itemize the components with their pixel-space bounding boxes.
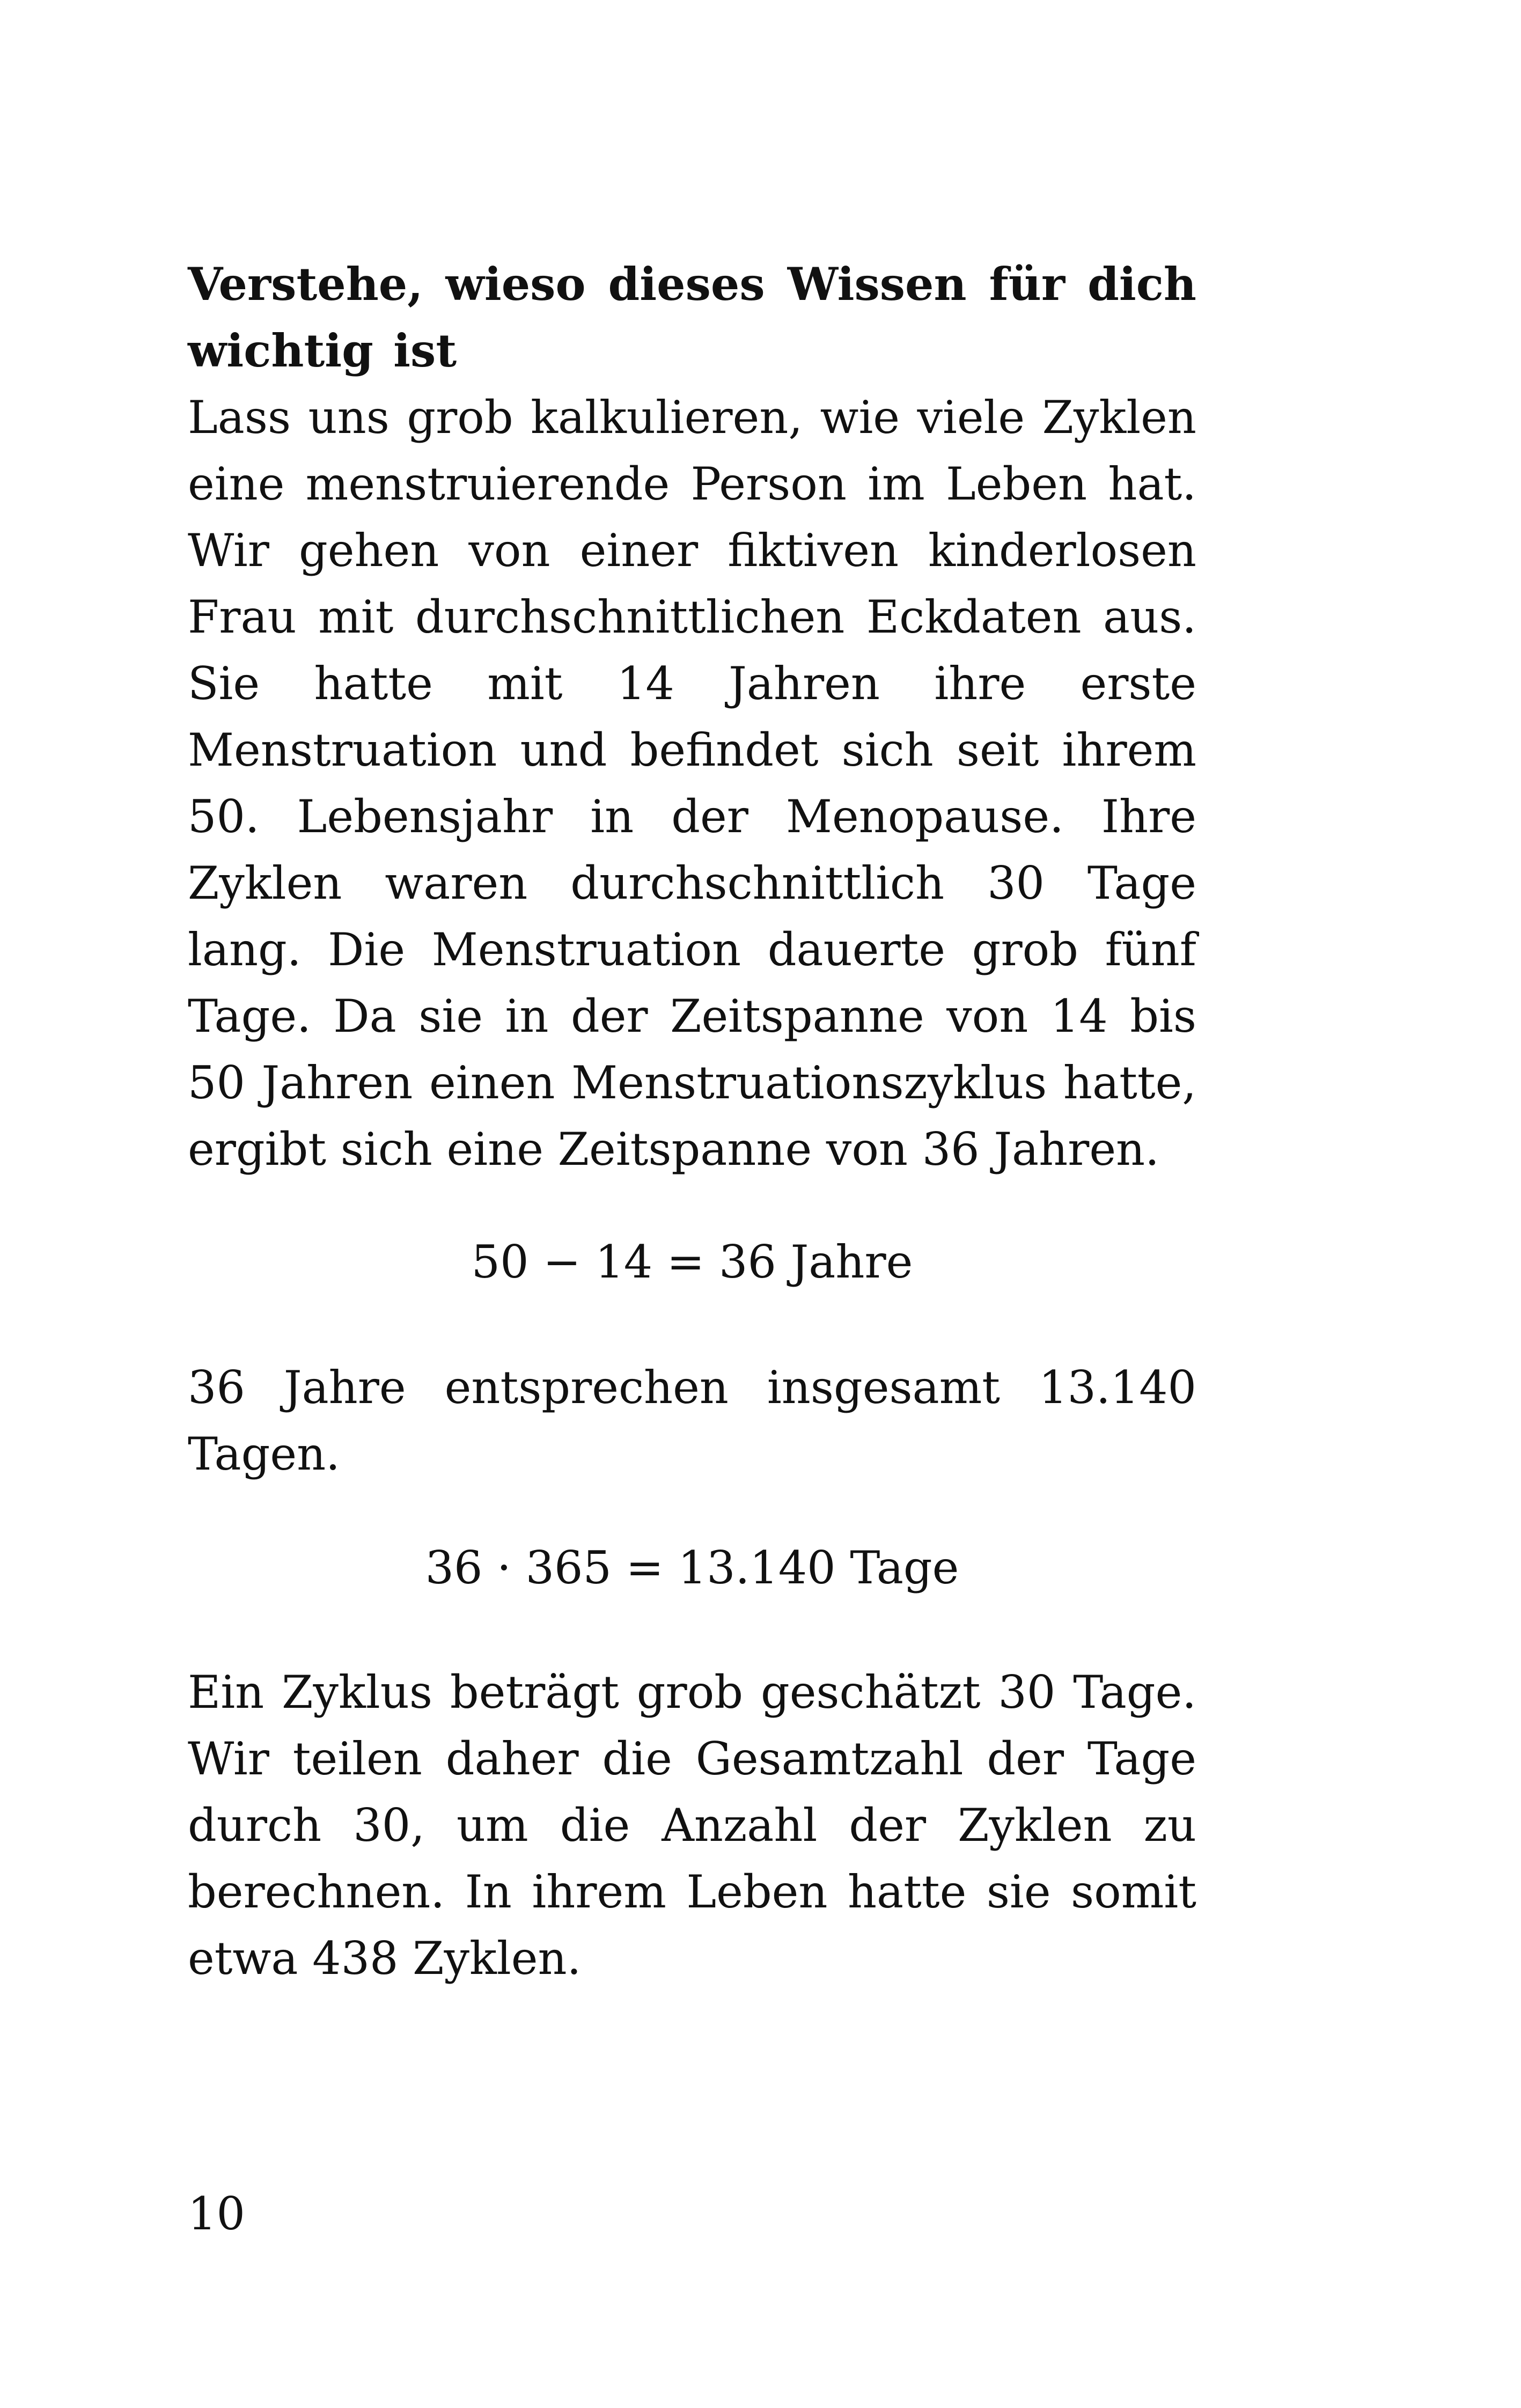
paragraph-intro: Lass uns grob kalkulieren, wie viele Zyklen eine menstruierende Person im Leben hat. Wir gehen von einer fiktiven kinderlosen Frau mit durchschnittlichen Eckdaten aus. Sie hatte mit 14 Jahren ihre erste Menstruation und befindet sich seit ihrem 50. Lebensjahr in der Menopause. Ihre Zyklen waren durchschnittlich 30 Tage lang. Die Menstruation dauerte grob fünf Tage. Da sie in der Zeitspanne von 14 bis 50 Jahren einen Menstruationszyklus hatte, ergibt sich eine Zeitspanne von 36 Jahren. xyxy=(188,391,1196,1176)
paragraph-days: 36 Jahre entsprechen insgesamt 13.140 Tagen. xyxy=(188,1361,1196,1480)
paragraph-cycles: Ein Zyklus beträgt grob geschätzt 30 Tage. Wir teilen daher die Gesamtzahl der Tage durch 30, um die Anzahl der Zyklen zu berechnen. In ihrem Leben hatte sie somit etwa 438 Zyklen. xyxy=(188,1666,1196,1985)
formula-days: 36 · 365 = 13.140 Tage xyxy=(425,1541,959,1594)
page-number: 10 xyxy=(188,2187,245,2240)
section-heading: Verstehe, wieso dieses Wissen für dich wichtig ist xyxy=(188,258,1196,377)
formula-years: 50 − 14 = 36 Jahre xyxy=(471,1236,913,1288)
